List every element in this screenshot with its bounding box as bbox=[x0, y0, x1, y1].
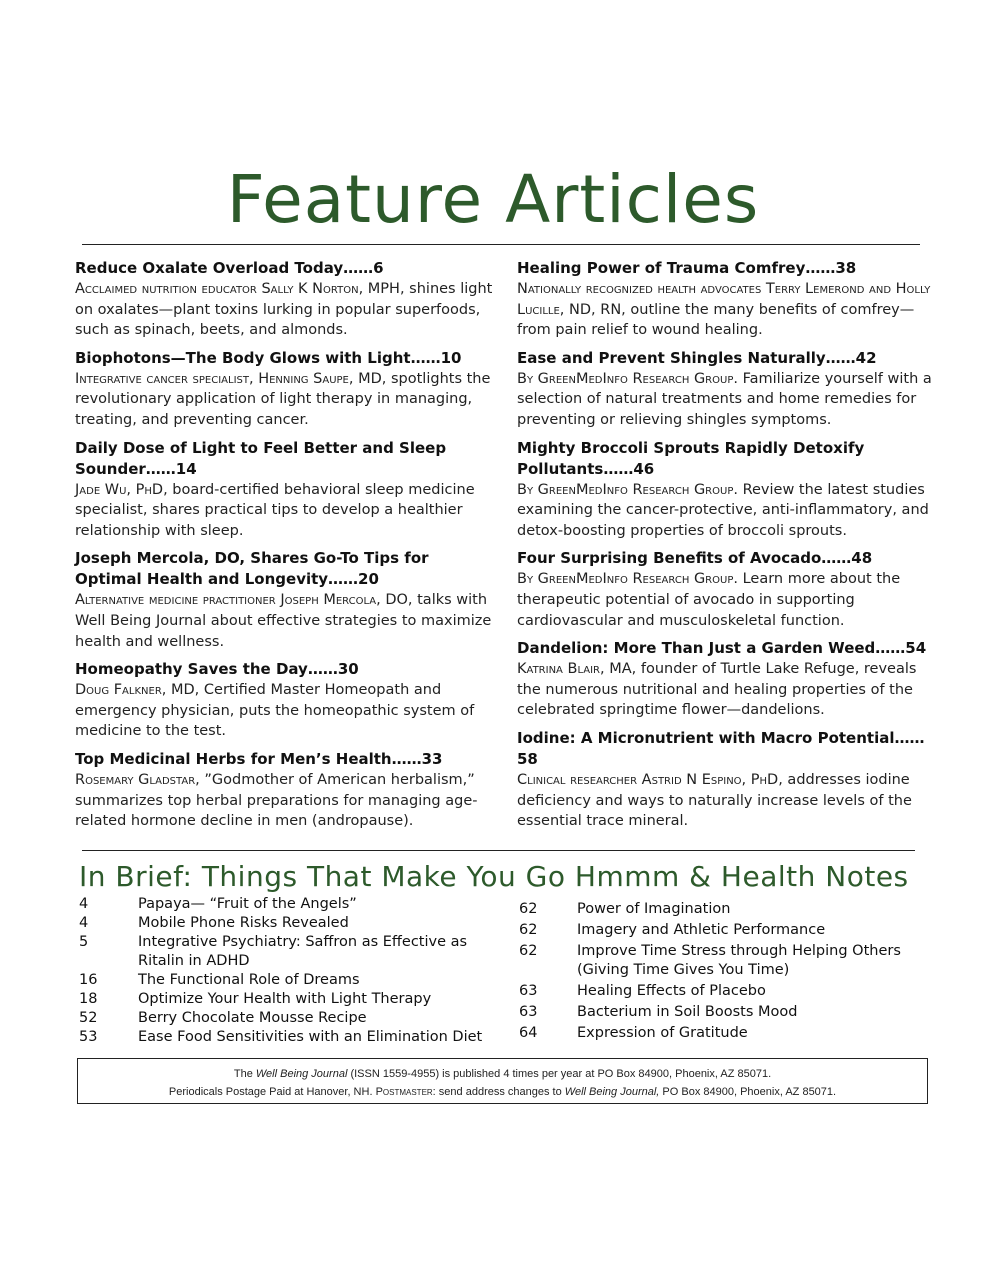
article-item bbox=[75, 348, 495, 431]
article-description bbox=[517, 279, 937, 341]
journal-name: Well Being Journal bbox=[255, 1068, 348, 1080]
list-item[interactable] bbox=[79, 971, 499, 990]
article-author: Jade Wu, PhD bbox=[75, 481, 164, 498]
article-title[interactable]: Iodine: A Micronutrient with Macro Potential……58 bbox=[517, 728, 925, 768]
list-item[interactable] bbox=[79, 990, 499, 1009]
item-title: Power of Imagination bbox=[577, 901, 731, 917]
article-item bbox=[517, 258, 937, 341]
article-title[interactable]: Daily Dose of Light to Feel Better and Sleep Sounder……14 bbox=[75, 438, 447, 478]
page-number: 62 bbox=[519, 901, 538, 917]
article-author: By GreenMedInfo Research Group bbox=[517, 481, 734, 498]
item-title: The Functional Role of Dreams bbox=[138, 972, 360, 988]
list-item[interactable] bbox=[79, 914, 499, 933]
article-item bbox=[75, 258, 495, 341]
article-summary: , DO, talks with Well Being Journal about effective strategies to maximize health and wellness. bbox=[75, 592, 492, 650]
article-author: Katrina Blair bbox=[517, 661, 600, 678]
article-title[interactable]: Four Surprising Benefits of Avocado……48 bbox=[517, 549, 873, 568]
article-summary: , MPH, shines light on oxalates—plant toxins lurking in popular superfoods, such as spinach, beets, and almonds. bbox=[75, 281, 493, 339]
article-summary: , MD, Certified Master Homeopath and emergency physician, puts the homeopathic system of medicine to the test. bbox=[75, 682, 475, 740]
in-brief-list-left bbox=[79, 895, 499, 1047]
page-number: 62 bbox=[519, 943, 538, 959]
article-author: Alternative medicine practitioner Joseph Mercola bbox=[75, 592, 377, 609]
footer-text: send address changes to bbox=[435, 1086, 565, 1098]
publication-line-1 bbox=[78, 1065, 927, 1083]
page-number: 53 bbox=[79, 1029, 98, 1045]
article-author: Acclaimed nutrition educator Sally K Norton bbox=[75, 281, 359, 297]
footer-text: Periodicals Postage Paid at Hanover, NH. bbox=[168, 1086, 376, 1098]
article-author: Clinical researcher Astrid N Espino, PhD bbox=[517, 771, 779, 788]
article-description bbox=[517, 569, 937, 631]
article-summary: . Review the latest studies examining the cancer-protective, anti-inflammatory, and detox-boosting properties of broccoli sprouts. bbox=[517, 481, 929, 539]
item-title: Integrative Psychiatry: Saffron as Effective as Ritalin in ADHD bbox=[138, 934, 468, 969]
article-title[interactable]: Healing Power of Trauma Comfrey……38 bbox=[517, 259, 857, 277]
page-title: Feature Articles bbox=[226, 161, 760, 238]
article-title[interactable]: Mighty Broccoli Sprouts Rapidly Detoxify Pollutants……46 bbox=[517, 438, 865, 478]
page-number: 18 bbox=[79, 991, 98, 1007]
article-summary: , ND, RN, outline the many benefits of comfrey—from pain relief to wound healing. bbox=[517, 301, 915, 339]
article-author: Rosemary Gladstar bbox=[75, 771, 196, 788]
article-item bbox=[517, 638, 937, 721]
article-author: By GreenMedInfo Research Group bbox=[517, 571, 734, 588]
article-item bbox=[75, 659, 495, 742]
article-title[interactable]: Ease and Prevent Shingles Naturally……42 bbox=[517, 348, 877, 367]
article-summary: . Learn more about the therapeutic potential of avocado in supporting cardiovascular and musculoskeletal function. bbox=[517, 571, 901, 629]
article-item bbox=[517, 438, 937, 542]
article-title[interactable]: Reduce Oxalate Overload Today……6 bbox=[75, 259, 384, 277]
publication-info-box bbox=[77, 1058, 928, 1104]
article-item bbox=[75, 749, 495, 832]
article-description bbox=[75, 369, 495, 431]
articles-left-column bbox=[75, 258, 495, 839]
item-title: Healing Effects of Placebo bbox=[577, 983, 766, 999]
article-description bbox=[517, 480, 937, 542]
article-author: Integrative cancer specialist, Henning Saupe bbox=[75, 370, 349, 387]
article-item bbox=[517, 728, 937, 832]
list-item[interactable] bbox=[519, 1003, 919, 1022]
in-brief-list-right bbox=[519, 900, 919, 1045]
article-author: Doug Falkner bbox=[75, 682, 162, 699]
list-item[interactable] bbox=[79, 933, 499, 971]
article-item bbox=[517, 348, 937, 431]
item-title: Imagery and Athletic Performance bbox=[577, 922, 826, 938]
page-number: 16 bbox=[79, 972, 98, 988]
list-item[interactable] bbox=[79, 1028, 499, 1047]
page-number: 4 bbox=[79, 915, 89, 931]
page-number: 52 bbox=[79, 1010, 98, 1026]
footer-text: The bbox=[233, 1068, 256, 1080]
article-summary: . Familiarize yourself with a selection of natural treatments and home remedies for preventing or relieving shingles symptoms. bbox=[517, 370, 932, 428]
item-title: Expression of Gratitude bbox=[577, 1025, 748, 1041]
articles-right-column bbox=[517, 258, 937, 839]
page-number: 4 bbox=[79, 896, 89, 912]
article-item bbox=[75, 548, 495, 652]
article-title[interactable]: Dandelion: More Than Just a Garden Weed……54 bbox=[517, 639, 927, 658]
article-description bbox=[517, 369, 937, 431]
item-title: Ease Food Sensitivities with an Elimination Diet bbox=[138, 1029, 483, 1045]
item-title: Optimize Your Health with Light Therapy bbox=[138, 991, 432, 1007]
postmaster-label: Postmaster: bbox=[375, 1086, 436, 1098]
article-summary: , MA, founder of Turtle Lake Refuge, reveals the numerous nutritional and healing properties of the celebrated springtime flower—dandelions. bbox=[517, 661, 917, 719]
article-title[interactable]: Top Medicinal Herbs for Men’s Health……33 bbox=[75, 749, 443, 768]
article-author: Nationally recognized health advocates Terry Lemerond and Holly Lucille bbox=[517, 281, 931, 318]
article-item bbox=[75, 438, 495, 542]
list-item[interactable] bbox=[79, 1009, 499, 1028]
article-title[interactable]: Biophotons—The Body Glows with Light……10 bbox=[75, 348, 462, 367]
page-number: 5 bbox=[79, 934, 89, 950]
article-title[interactable]: Joseph Mercola, DO, Shares Go-To Tips for Optimal Health and Longevity……20 bbox=[75, 549, 429, 589]
section-divider bbox=[82, 850, 915, 851]
article-summary: , addresses iodine deficiency and ways to naturally increase levels of the essential trace mineral. bbox=[517, 771, 912, 830]
article-summary: , ”Godmother of American herbalism,” summarizes top herbal preparations for managing age-related hormone decline in men (andropause). bbox=[75, 771, 478, 830]
article-description bbox=[75, 480, 495, 542]
article-description bbox=[75, 680, 495, 742]
page-number: 64 bbox=[519, 1025, 538, 1041]
article-description bbox=[75, 279, 495, 341]
article-description bbox=[75, 770, 495, 832]
publication-line-2 bbox=[78, 1083, 927, 1101]
journal-name: Well Being Journal, bbox=[564, 1086, 660, 1098]
list-item[interactable] bbox=[519, 921, 919, 940]
page-number: 63 bbox=[519, 983, 538, 999]
item-title: Bacterium in Soil Boosts Mood bbox=[577, 1004, 798, 1020]
item-title: Mobile Phone Risks Revealed bbox=[138, 915, 349, 931]
list-item[interactable] bbox=[79, 895, 499, 914]
article-description bbox=[517, 770, 937, 832]
list-item[interactable] bbox=[519, 900, 919, 919]
list-item[interactable] bbox=[519, 982, 919, 1001]
list-item[interactable] bbox=[519, 1024, 919, 1043]
page-number: 63 bbox=[519, 1004, 538, 1020]
item-title: Improve Time Stress through Helping Others (Giving Time Gives You Time) bbox=[577, 943, 901, 978]
article-title[interactable]: Homeopathy Saves the Day……30 bbox=[75, 660, 359, 679]
page-number: 62 bbox=[519, 922, 538, 938]
article-author: By GreenMedInfo Research Group bbox=[517, 370, 734, 387]
footer-text: PO Box 84900, Phoenix, AZ 85071. bbox=[659, 1086, 837, 1098]
footer-text: (ISSN 1559-4955) is published 4 times per year at PO Box 84900, Phoenix, AZ 85071. bbox=[347, 1068, 772, 1080]
article-description bbox=[517, 659, 937, 721]
item-title: Papaya— “Fruit of the Angels” bbox=[138, 896, 357, 912]
item-title: Berry Chocolate Mousse Recipe bbox=[138, 1010, 367, 1026]
top-divider bbox=[82, 244, 920, 245]
article-summary: , MD, spotlights the revolutionary application of light therapy in managing, treating, and preventing cancer. bbox=[75, 370, 491, 428]
in-brief-heading: In Brief: Things That Make You Go Hmmm & Health Notes bbox=[79, 860, 909, 893]
list-item[interactable] bbox=[519, 942, 919, 980]
article-description bbox=[75, 590, 495, 652]
article-item bbox=[517, 548, 937, 631]
article-summary: , board-certified behavioral sleep medicine specialist, shares practical tips to develop a healthier relationship with sleep. bbox=[75, 481, 475, 539]
